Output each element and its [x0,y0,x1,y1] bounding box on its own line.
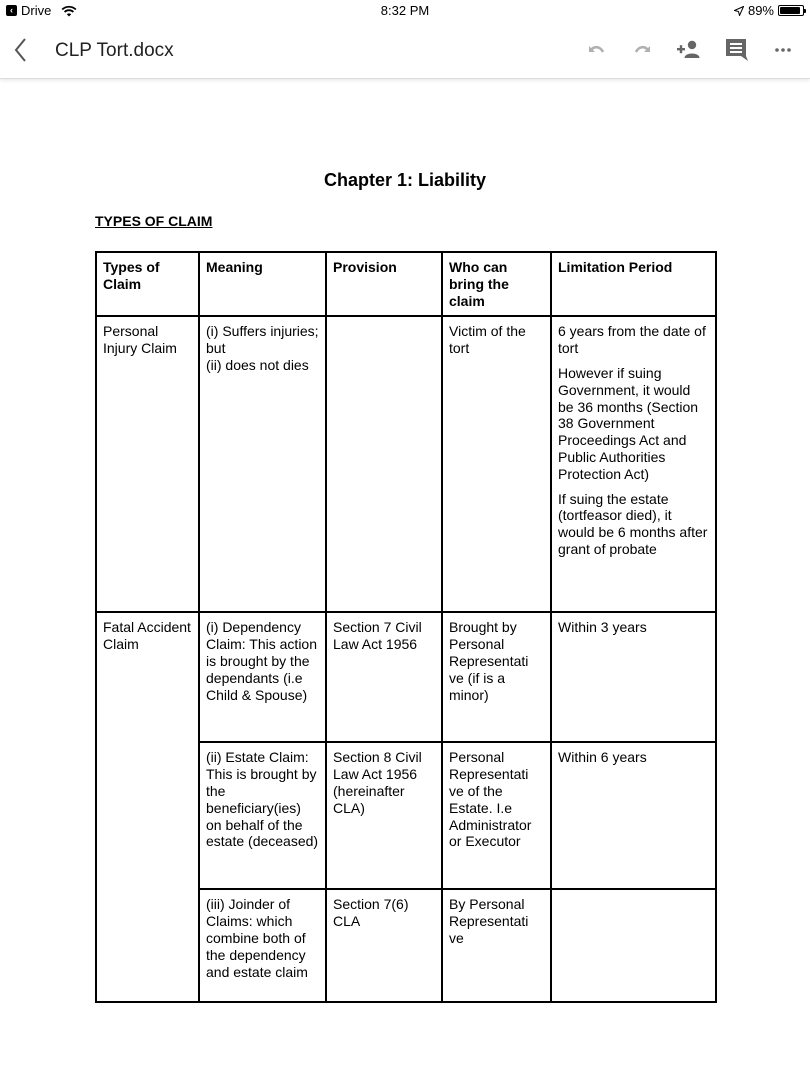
header-provision: Provision [326,252,442,316]
cell-who: Brought by Personal Representati ve (if is a minor) [442,612,551,742]
document-title: CLP Tort.docx [55,40,174,61]
cell-limitation: Within 3 years [551,612,716,742]
comment-icon [723,37,749,63]
status-bar [0,0,810,22]
section-title: TYPES OF CLAIM [95,213,213,229]
redo-icon [630,37,656,63]
limitation-paragraph: If suing the estate (tortfeasor died), it would be 6 months after grant of probate [558,490,708,557]
cell-type: Personal Injury Claim [96,316,199,612]
undo-icon [583,37,609,63]
back-to-app-icon[interactable]: ‹ [6,5,17,16]
cell-provision [326,316,442,612]
app-bar [0,22,810,79]
share-button[interactable] [676,37,702,63]
cell-meaning: (ii) Estate Claim: This is brought by the beneficiary(ies) on behalf of the estate (deceased) [199,742,326,889]
header-who-can-bring: Who can bring the claim [442,252,551,316]
meaning-line: (ii) does not dies [206,356,309,373]
cell-meaning [199,316,326,612]
header-meaning: Meaning [199,252,326,316]
undo-button[interactable] [583,37,609,63]
more-button[interactable] [770,37,796,63]
status-time: 8:32 PM [380,3,430,18]
status-right [734,3,804,18]
add-person-icon [676,37,702,63]
battery-percent: 89% [747,3,774,18]
battery-icon [778,5,804,16]
cell-provision: Section 8 Civil Law Act 1956 (hereinafter CLA) [326,742,442,889]
chapter-title: Chapter 1: Liability [323,170,487,190]
cell-meaning: (iii) Joinder of Claims: which combine both of the dependency and estate claim [199,889,326,1002]
limitation-paragraph: However if suing Government, it would be 36 months (Section 38 Government Proceedings Act and Public Authorities Protection Act) [558,364,699,482]
document-page [0,80,810,1080]
back-chevron-icon[interactable] [10,36,32,64]
header-limitation-period: Limitation Period [551,252,716,316]
cell-limitation [551,316,716,612]
limitation-paragraph: 6 years from the date of tort [558,323,706,357]
table-header-row [96,252,716,316]
cell-limitation [551,889,716,1002]
cell-meaning: (i) Dependency Claim: This action is brought by the dependants (i.e Child & Spouse) [199,612,326,742]
cell-provision: Section 7 Civil Law Act 1956 [326,612,442,742]
cell-type: Fatal Accident Claim [96,612,199,1002]
cell-limitation: Within 6 years [551,742,716,889]
comment-button[interactable] [723,37,749,63]
back-app-label[interactable]: Drive [21,3,52,18]
more-icon [770,37,796,63]
header-types-of-claim: Types of Claim [96,252,199,316]
battery-fill [780,7,800,14]
cell-provision: Section 7(6) CLA [326,889,442,1002]
redo-button[interactable] [630,37,656,63]
cell-who: Victim of the tort [442,316,551,612]
location-arrow-icon [734,6,744,16]
cell-who: Personal Representati ve of the Estate. I.e Administrator or Executor [442,742,551,889]
table-row [96,316,716,612]
claims-table [95,251,717,1003]
meaning-line: (i) Suffers injuries; but [206,323,319,357]
cell-who: By Personal Representati ve [442,889,551,1002]
table-row [96,612,716,742]
